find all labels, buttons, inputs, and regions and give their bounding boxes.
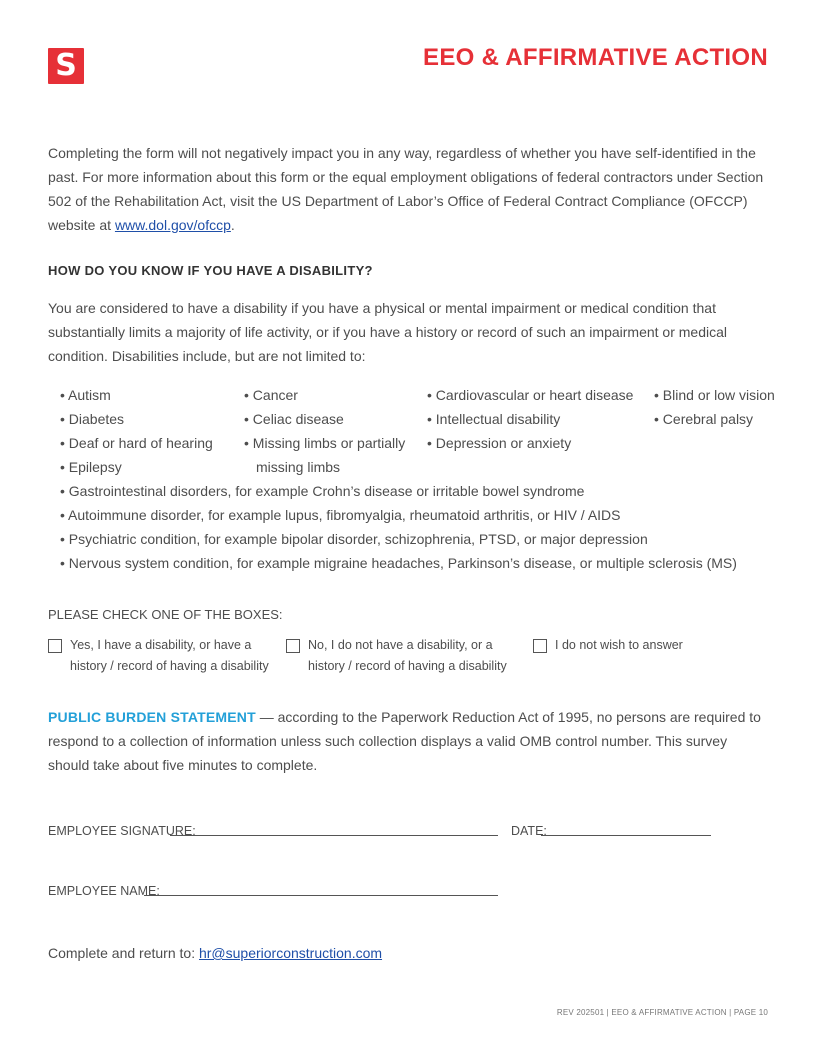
list-item: • Autism	[60, 383, 244, 407]
option-yes-label	[70, 635, 269, 677]
intro-period: .	[230, 217, 235, 233]
return-label: Complete and return to:	[48, 945, 196, 961]
public-burden-statement	[48, 705, 772, 777]
option-no-line-1: No, I do not have a disability, or a	[308, 638, 493, 652]
signature-label: EMPLOYEE SIGNATURE:	[48, 824, 196, 838]
list-item: • Cardiovascular or heart disease	[427, 383, 654, 407]
public-burden-label: PUBLIC BURDEN STATEMENT	[48, 709, 256, 725]
ofccp-link[interactable]: www.dol.gov/ofccp	[114, 217, 231, 233]
page-title: EEO & AFFIRMATIVE ACTION	[423, 44, 768, 71]
list-item: • Epilepsy	[60, 455, 244, 479]
checkbox-decline[interactable]	[533, 639, 547, 653]
intro-text: Completing the form will not negatively impact you in any way, regardless of whether you have self-identified in the past. For more information about this form or the equal employment obligations of federal contractors under Section 502 of the Rehabilitation Act, visit the US Department of Labor’s Office of Federal Contract Compliance (OFCCP) website at	[48, 145, 764, 233]
disability-heading: HOW DO YOU KNOW IF YOU HAVE A DISABILITY?	[48, 263, 373, 278]
disability-list	[60, 383, 775, 479]
list-item: • Celiac disease	[244, 407, 427, 431]
empty-cell	[654, 431, 779, 455]
list-item: • Cerebral palsy	[654, 407, 779, 431]
option-no-line-2: history / record of having a disability	[308, 659, 507, 673]
option-yes[interactable]	[48, 635, 269, 677]
list-item: • Deaf or hard of hearing	[60, 431, 244, 455]
company-logo: S	[48, 48, 84, 84]
list-item: • Diabetes	[60, 407, 244, 431]
list-item: • Cancer	[244, 383, 427, 407]
return-instructions	[48, 941, 772, 965]
checkbox-no[interactable]	[286, 639, 300, 653]
list-item-continuation: missing limbs	[256, 459, 341, 475]
intro-paragraph	[48, 141, 772, 237]
name-row	[48, 879, 772, 899]
option-no[interactable]	[286, 635, 507, 677]
name-label: EMPLOYEE NAME:	[48, 884, 160, 898]
checkbox-instructions: PLEASE CHECK ONE OF THE BOXES:	[48, 607, 283, 622]
list-item: • Intellectual disability	[427, 407, 654, 431]
empty-cell	[427, 455, 654, 479]
date-label: DATE:	[511, 824, 547, 838]
date-field[interactable]	[541, 835, 711, 836]
public-burden-text: — according to the Paperwork Reduction Act of 1995, no persons are required to respond to a collection of information unless such collection displays a valid OMB control number. This survey should take about five minutes to complete.	[48, 709, 761, 773]
option-yes-line-2: history / record of having a disability	[70, 659, 269, 673]
list-item: • Nervous system condition, for example migraine headaches, Parkinson’s disease, or multiple sclerosis (MS)	[60, 551, 772, 575]
signature-field[interactable]	[170, 835, 498, 836]
disability-wide-list	[60, 479, 772, 575]
list-item: • Gastrointestinal disorders, for example Crohn’s disease or irritable bowel syndrome	[60, 479, 772, 503]
form-content	[48, 141, 775, 965]
list-item: • Missing limbs or partially	[244, 431, 427, 455]
list-item: • Psychiatric condition, for example bipolar disorder, schizophrenia, PTSD, or major depression	[60, 527, 772, 551]
option-decline[interactable]	[533, 635, 683, 656]
list-item: • Autoimmune disorder, for example lupus, fibromyalgia, rheumatoid arthritis, or HIV / AIDS	[60, 503, 772, 527]
name-field[interactable]	[144, 895, 498, 896]
option-no-label	[308, 635, 507, 677]
signature-row	[48, 819, 772, 839]
option-decline-label: I do not wish to answer	[555, 638, 683, 652]
option-yes-line-1: Yes, I have a disability, or have a	[70, 638, 252, 652]
checkbox-yes[interactable]	[48, 639, 62, 653]
empty-cell	[654, 455, 779, 479]
disability-paragraph: You are considered to have a disability if you have a physical or mental impairment or medical condition that substantially limits a majority of life activity, or if you have a history or record of such an impairment or medical condition. Disabilities include, but are not limited to:	[48, 300, 727, 364]
list-item: • Blind or low vision	[654, 383, 779, 407]
list-item: • Depression or anxiety	[427, 431, 654, 455]
checkbox-group	[48, 635, 772, 685]
hr-email-link[interactable]: hr@superiorconstruction.com	[198, 945, 383, 961]
page-footer: REV 202501 | EEO & AFFIRMATIVE ACTION | PAGE 10	[556, 1008, 768, 1017]
